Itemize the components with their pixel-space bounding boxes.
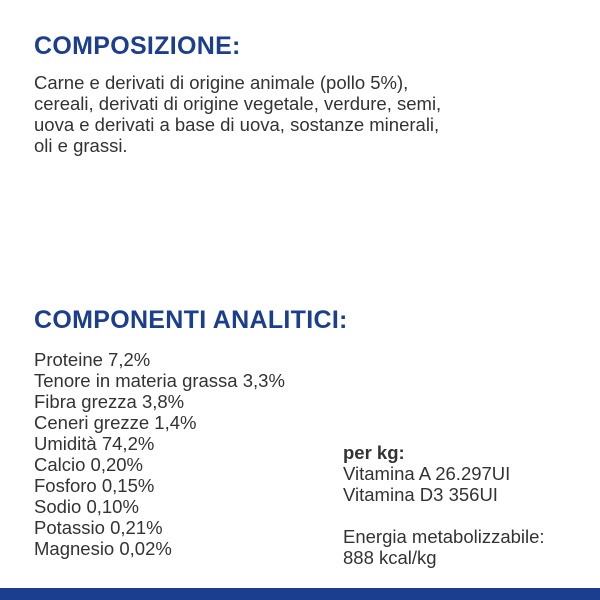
- component-item: Ceneri grezze 1,4%: [34, 412, 197, 433]
- composition-line: oli e grassi.: [34, 135, 128, 156]
- composition-line: Carne e derivati di origine animale (pollo 5%),: [34, 72, 409, 93]
- analytical-components-list: [34, 349, 285, 559]
- component-item: Sodio 0,10%: [34, 496, 139, 517]
- component-item: Fibra grezza 3,8%: [34, 391, 185, 412]
- spacer: [343, 505, 545, 526]
- component-item: Umidità 74,2%: [34, 433, 155, 454]
- composition-text: [34, 72, 574, 156]
- component-item: Calcio 0,20%: [34, 454, 144, 475]
- component-item: Proteine 7,2%: [34, 349, 151, 370]
- per-kg-label: per kg:: [343, 442, 405, 463]
- vitamin-item: Vitamina A 26.297UI: [343, 463, 511, 484]
- composition-line: cereali, derivati di origine vegetale, verdure, semi,: [34, 93, 442, 114]
- component-item: Fosforo 0,15%: [34, 475, 155, 496]
- component-item: Potassio 0,21%: [34, 517, 163, 538]
- vitamin-item: Vitamina D3 356UI: [343, 484, 498, 505]
- energy-label: Energia metabolizzabile:: [343, 526, 545, 547]
- bottom-brand-bar: [0, 588, 600, 600]
- composition-heading: COMPOSIZIONE:: [34, 32, 241, 60]
- energy-value: 888 kcal/kg: [343, 547, 437, 568]
- composition-line: uova e derivati a base di uova, sostanze minerali,: [34, 114, 440, 135]
- component-item: Tenore in materia grassa 3,3%: [34, 370, 285, 391]
- component-item: Magnesio 0,02%: [34, 538, 172, 559]
- analytical-components-heading: COMPONENTI ANALITICI:: [34, 306, 348, 334]
- additives-list: [343, 442, 545, 568]
